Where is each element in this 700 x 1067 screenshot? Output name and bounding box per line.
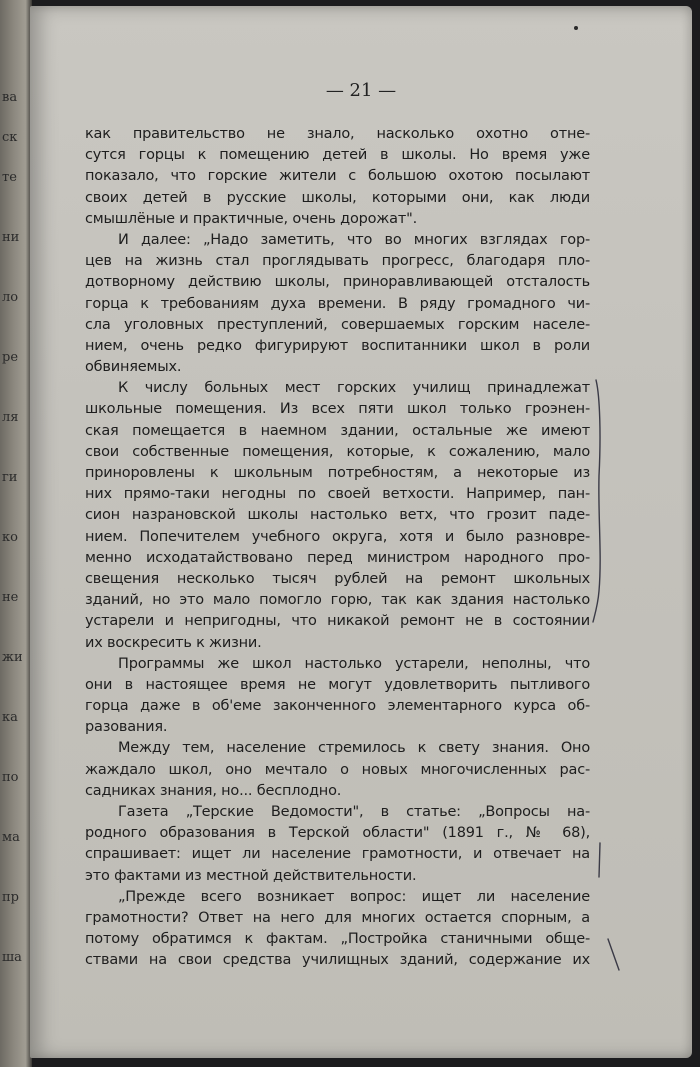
text-line: они в настоящее время не могут удовлетворить пытливого: [85, 676, 590, 693]
text-line: школьные помещения. Из всех пяти школ только гроэнен-: [85, 401, 590, 418]
text-line: родного образования в Терской области" (1891 г., № 68),: [85, 825, 590, 842]
text-line: приноровлены к школьным потребностям, а некоторые из: [85, 465, 590, 481]
text-line: это фактами из местной действительности.: [85, 867, 417, 884]
ink-spot: [574, 26, 578, 30]
text-line: горца к требованиям духа времени. В ряду громадного чи-: [85, 295, 590, 312]
text-line: разования.: [85, 719, 168, 736]
text-line: менно исходатайствовано перед министром народного про-: [85, 549, 590, 566]
text-line: горца даже в об'еме законченного элементарного курса об-: [85, 698, 590, 715]
text-line: „Прежде всего возникает вопрос: ищет ли население: [118, 888, 590, 905]
page-number: — 21 —: [325, 80, 397, 101]
text-line: них прямо-таки негодны по своей ветхости. Например, пан-: [85, 486, 590, 503]
text-line: грамотности? Ответ на него для многих остается спорным, а: [85, 909, 590, 926]
text-line: своих детей в русские школы, которыми они, как люди: [85, 189, 590, 206]
text-line: нием, очень редко фигурируют воспитанники школ в роли: [85, 337, 590, 354]
page-body-text: [85, 124, 590, 972]
text-line: Программы же школ настолько устарели, неполны, что: [118, 655, 590, 672]
margin-pencil-mark-upper: [590, 376, 610, 626]
text-line: потому обратимся к фактам. „Постройка станичными обще-: [85, 931, 590, 948]
text-line: сион назрановской школы настолько ветх, что грозит паде-: [85, 507, 590, 524]
text-line: садниках знания, но... бесплодно.: [85, 782, 342, 799]
previous-page-edge: ва ск те ни ло ре ля ги ко не жи ка по ма пр ша: [0, 0, 32, 1067]
text-line: спрашивает: ищет ли население грамотности, и отвечает на: [85, 846, 590, 863]
text-line: как правительство не знало, насколько охотно отне-: [85, 126, 590, 142]
text-line: нием. Попечителем учебного округа, хотя и было разновре-: [85, 528, 590, 545]
text-line: устарели и непригодны, что никакой ремонт не в состоянии: [85, 613, 590, 630]
margin-pencil-mark-middle: [595, 841, 605, 881]
text-line: дотворному действию школы, приноравливающей отсталость: [85, 274, 590, 291]
text-line: Газета „Терские Ведомости", в статье: „Вопросы на-: [118, 804, 590, 820]
text-line: зданий, но это мало помогло горю, так как здания настолько: [85, 592, 590, 609]
text-line: И далее: „Надо заметить, что во многих взглядах гор-: [118, 231, 590, 248]
text-line: смышлёные и практичные, очень дорожат".: [85, 210, 417, 227]
text-line: ствами на свои средства училищных зданий, содержание их: [85, 952, 590, 969]
text-line: свещения несколько тысяч рублей на ремонт школьных: [85, 570, 590, 587]
text-line: жаждало школ, оно мечтало о новых многочисленных рас-: [85, 761, 590, 778]
text-line: Между тем, население стремилось к свету знания. Оно: [118, 740, 590, 757]
text-line: цев на жизнь стал проглядывать прогресс, благодаря пло-: [85, 253, 590, 270]
text-line: показало, что горские жители с большою охотою посылают: [85, 168, 590, 185]
text-line: ская помещается в наемном здании, остальные же имеют: [85, 422, 590, 439]
text-line: их воскресить к жизни.: [85, 634, 262, 651]
text-line: свои собственные помещения, которые, к сожалению, мало: [85, 443, 590, 460]
text-line: сутся горцы к помещению детей в школы. Но время уже: [85, 147, 590, 164]
book-page: [30, 6, 692, 1058]
text-line: К числу больных мест горских училищ принадлежат: [118, 380, 590, 397]
text-line: сла уголовных преступлений, совершаемых горским населе-: [85, 316, 590, 333]
text-line: обвиняемых.: [85, 359, 182, 376]
margin-pencil-mark-lower: [605, 936, 625, 976]
